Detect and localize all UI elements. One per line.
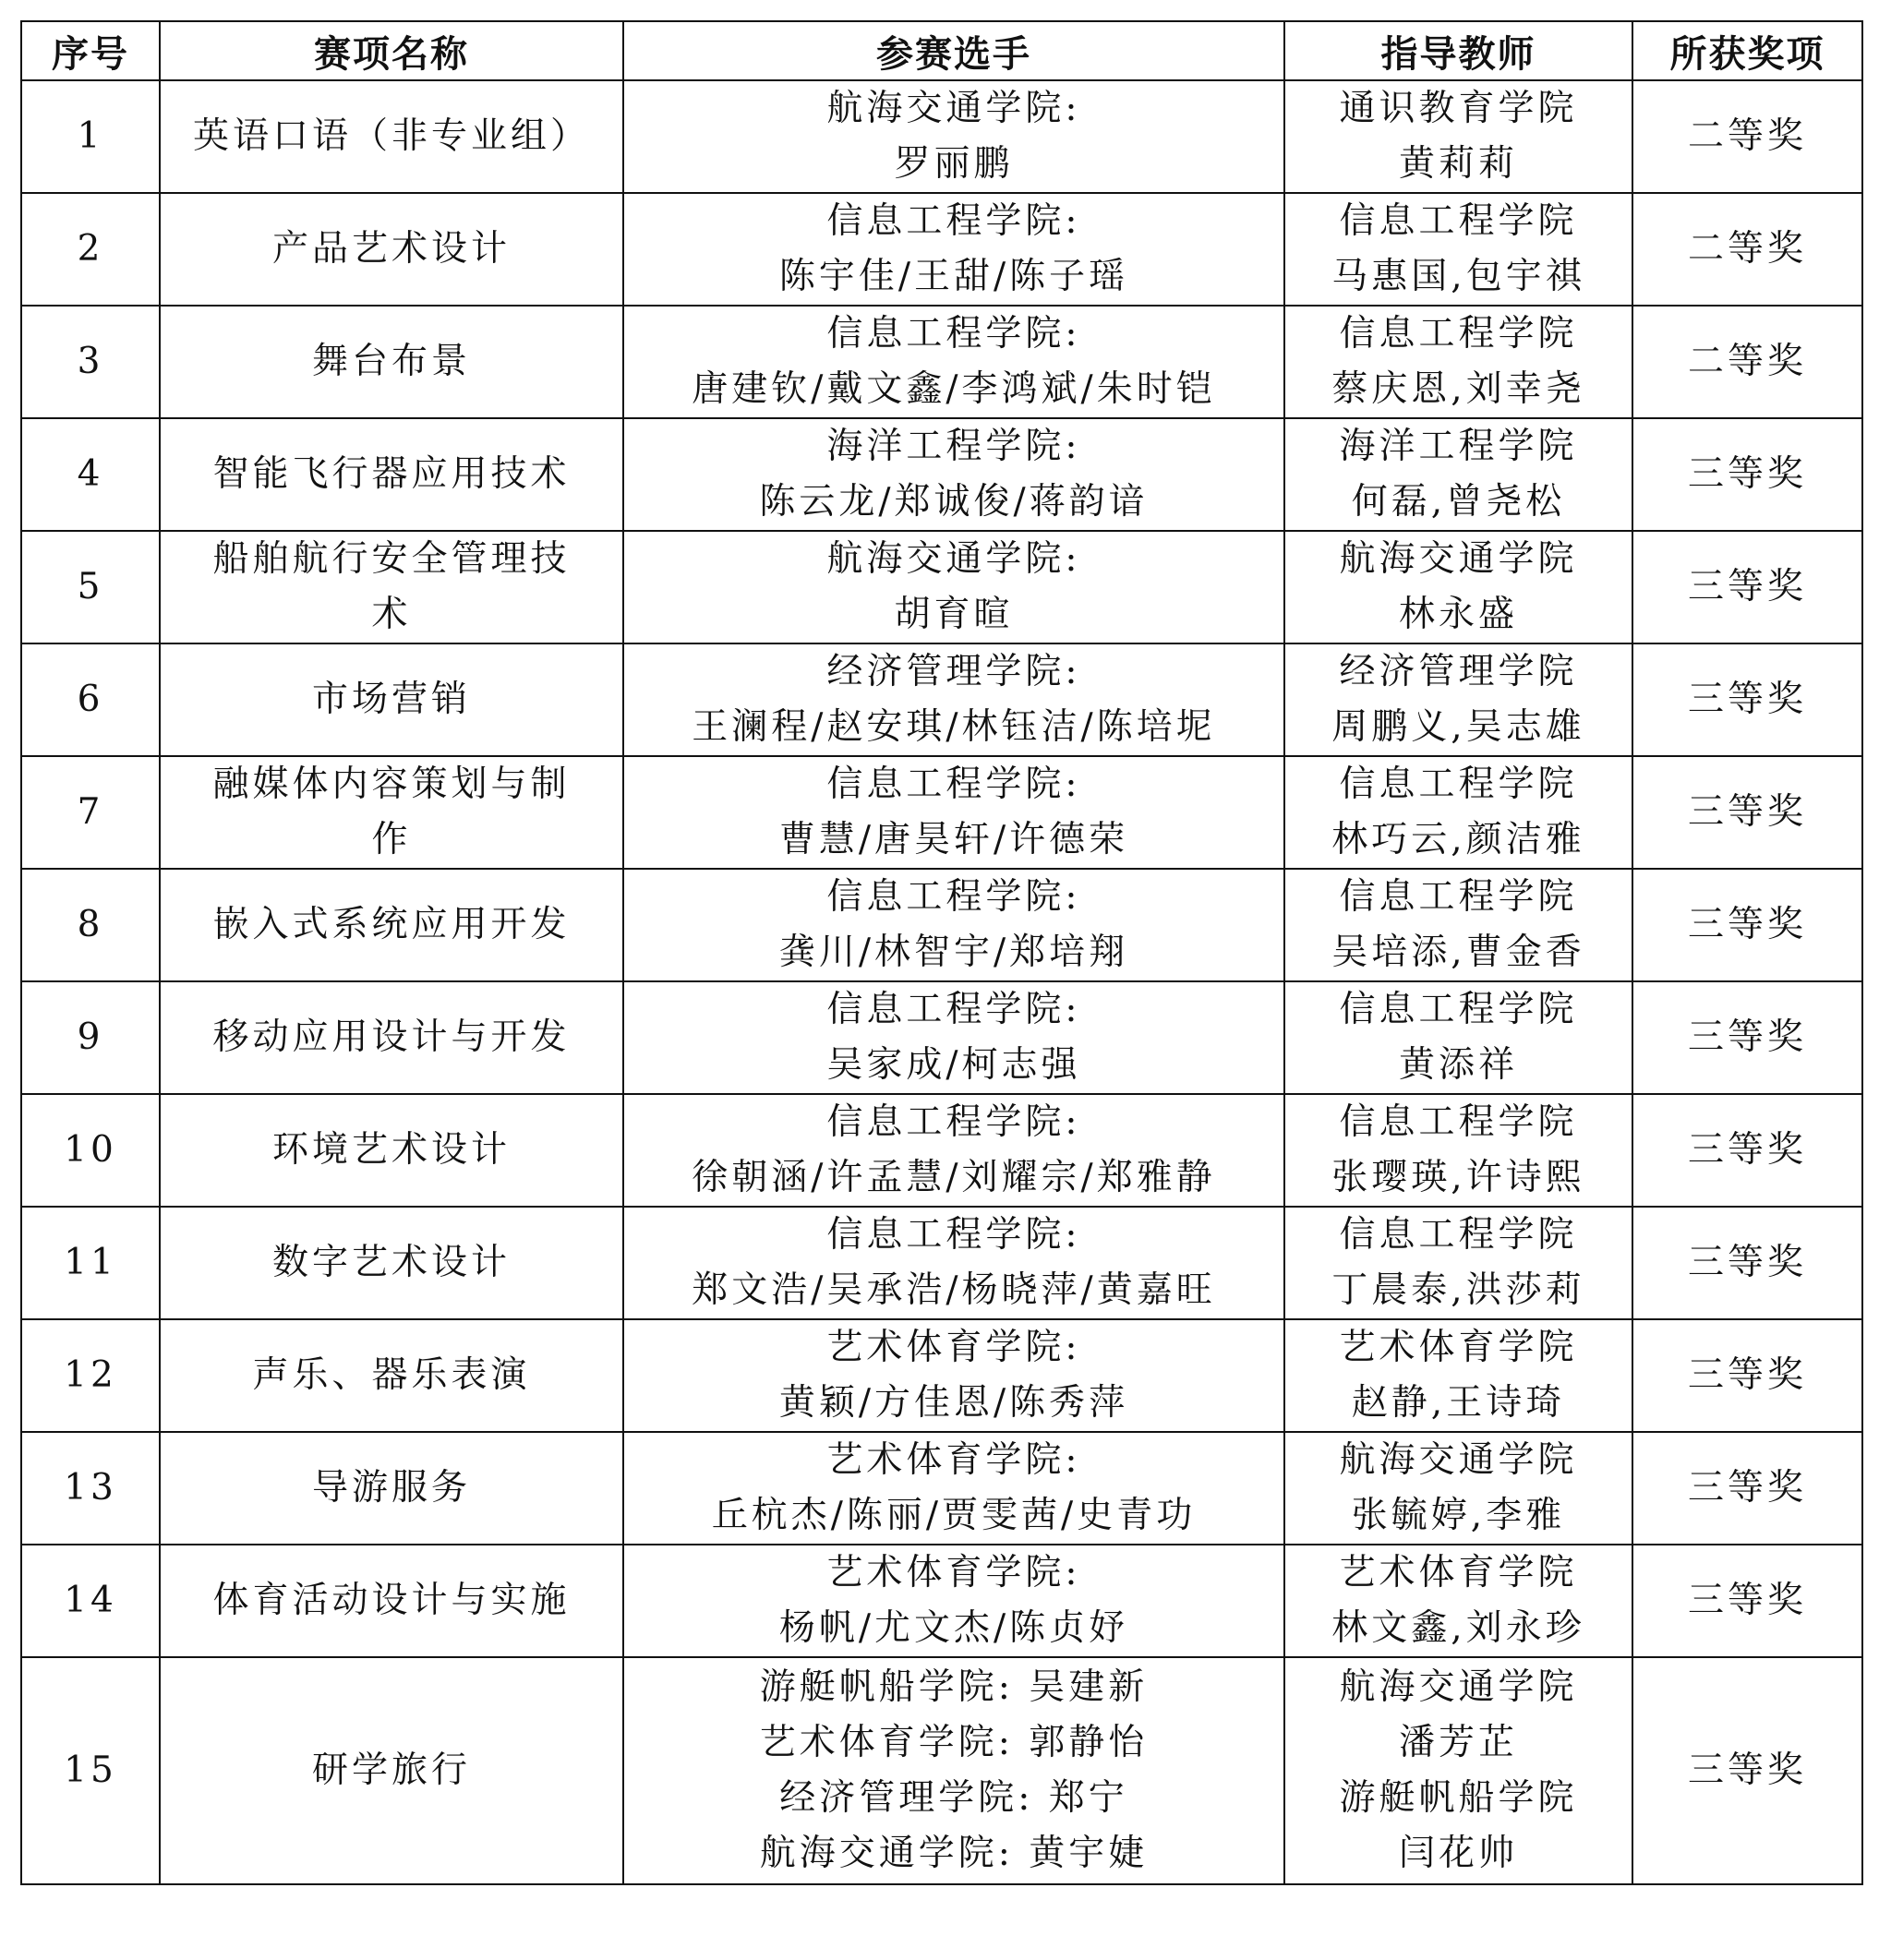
- advisor-line: 周鹏义,吴志雄: [1331, 706, 1585, 748]
- advisor-line: 航海交通学院: [1339, 1666, 1578, 1708]
- advisor-line: 黄添祥: [1398, 1044, 1518, 1086]
- event-name: [160, 643, 623, 756]
- advisor-line: 通识教育学院: [1339, 88, 1578, 129]
- header-advisors: 指导教师: [1284, 21, 1632, 80]
- advisors: [1284, 1432, 1632, 1545]
- contestant-line: 徐朝涵/许孟慧/刘耀宗/郑雅静: [692, 1157, 1216, 1198]
- award: 三等奖: [1632, 1207, 1862, 1319]
- event-name-line: 产品艺术设计: [271, 228, 511, 270]
- contestant-line: 吴家成/柯志强: [826, 1044, 1081, 1086]
- advisor-line: 张璎瑛,许诗熙: [1331, 1157, 1585, 1198]
- contestant-line: 航海交通学院:: [826, 88, 1081, 129]
- event-name-line: 术: [371, 594, 412, 635]
- event-name: [160, 1094, 623, 1207]
- contestant-line: 艺术体育学院: 郭静怡: [759, 1722, 1149, 1763]
- contestant-line: 曹慧/唐昊轩/许德荣: [778, 819, 1129, 860]
- contestants: [623, 1545, 1284, 1657]
- advisor-line: 丁晨泰,洪莎莉: [1331, 1269, 1585, 1311]
- award: 三等奖: [1632, 756, 1862, 869]
- advisor-line: 航海交通学院: [1339, 538, 1578, 580]
- table-row: [21, 1432, 1862, 1545]
- table-row: [21, 1657, 1862, 1884]
- table-row: [21, 418, 1862, 531]
- contestant-line: 郑文浩/吴承浩/杨晓萍/黄嘉旺: [692, 1269, 1216, 1311]
- advisor-line: 吴培添,曹金香: [1331, 932, 1585, 973]
- advisor-line: 张毓婷,李雅: [1351, 1495, 1566, 1536]
- contestants: [623, 1207, 1284, 1319]
- event-name: [160, 1657, 623, 1884]
- advisor-line: 艺术体育学院: [1339, 1327, 1578, 1368]
- award: 三等奖: [1632, 1432, 1862, 1545]
- contestant-line: 信息工程学院:: [826, 313, 1081, 355]
- event-name: [160, 531, 623, 643]
- advisor-line: 信息工程学院: [1339, 989, 1578, 1030]
- row-number: 7: [21, 756, 160, 869]
- award: 二等奖: [1632, 306, 1862, 418]
- header-award: 所获奖项: [1632, 21, 1862, 80]
- contestant-line: 丘杭杰/陈丽/贾雯茜/史青功: [711, 1495, 1197, 1536]
- row-number: 8: [21, 869, 160, 981]
- advisor-line: 信息工程学院: [1339, 200, 1578, 242]
- event-name-line: 智能飞行器应用技术: [212, 453, 571, 495]
- event-name-line: 声乐、器乐表演: [252, 1354, 531, 1396]
- event-name: [160, 1207, 623, 1319]
- table-row: [21, 1319, 1862, 1432]
- header-no: 序号: [21, 21, 160, 80]
- advisor-line: 林文鑫,刘永珍: [1331, 1607, 1585, 1649]
- row-number: 9: [21, 981, 160, 1094]
- row-number: 2: [21, 193, 160, 306]
- advisor-line: 潘芳芷: [1398, 1722, 1518, 1763]
- event-name-line: 研学旅行: [311, 1750, 471, 1791]
- advisors: [1284, 981, 1632, 1094]
- award: 二等奖: [1632, 193, 1862, 306]
- contestant-line: 唐建钦/戴文鑫/李鸿斌/朱时铠: [692, 368, 1216, 410]
- event-name-line: 船舶航行安全管理技: [212, 538, 571, 580]
- contestants: [623, 193, 1284, 306]
- event-name-line: 导游服务: [311, 1467, 471, 1509]
- advisors: [1284, 1094, 1632, 1207]
- event-name: [160, 306, 623, 418]
- advisors: [1284, 756, 1632, 869]
- contestant-line: 经济管理学院: 郑宁: [779, 1777, 1128, 1819]
- advisor-line: 信息工程学院: [1339, 876, 1578, 918]
- advisor-line: 蔡庆恩,刘幸尧: [1331, 368, 1585, 410]
- advisors: [1284, 193, 1632, 306]
- table-row: [21, 80, 1862, 193]
- header-event: 赛项名称: [160, 21, 623, 80]
- advisor-line: 信息工程学院: [1339, 1101, 1578, 1143]
- contestants: [623, 80, 1284, 193]
- contestant-line: 胡育暄: [894, 594, 1014, 635]
- contestant-line: 航海交通学院: 黄宇婕: [759, 1833, 1149, 1874]
- table-row: [21, 531, 1862, 643]
- row-number: 1: [21, 80, 160, 193]
- table-row: [21, 643, 1862, 756]
- advisors: [1284, 869, 1632, 981]
- contestants: [623, 981, 1284, 1094]
- event-name: [160, 756, 623, 869]
- table-row: [21, 1094, 1862, 1207]
- event-name: [160, 869, 623, 981]
- advisors: [1284, 531, 1632, 643]
- event-name-line: 移动应用设计与开发: [212, 1016, 571, 1058]
- event-name-line: 环境艺术设计: [271, 1129, 511, 1171]
- contestant-line: 罗丽鹏: [894, 143, 1014, 185]
- advisors: [1284, 1319, 1632, 1432]
- row-number: 13: [21, 1432, 160, 1545]
- advisor-line: 航海交通学院: [1339, 1439, 1578, 1481]
- advisors: [1284, 1207, 1632, 1319]
- award: 三等奖: [1632, 869, 1862, 981]
- award: 三等奖: [1632, 1657, 1862, 1884]
- advisor-line: 何磊,曾尧松: [1351, 481, 1566, 523]
- contestants: [623, 1432, 1284, 1545]
- table-row: [21, 981, 1862, 1094]
- advisors: [1284, 80, 1632, 193]
- contestants: [623, 869, 1284, 981]
- contestants: [623, 531, 1284, 643]
- award: 三等奖: [1632, 643, 1862, 756]
- event-name-line: 舞台布景: [311, 341, 471, 382]
- contestants: [623, 418, 1284, 531]
- event-name-line: 作: [371, 819, 412, 860]
- advisor-line: 赵静,王诗琦: [1351, 1382, 1566, 1424]
- event-name-line: 融媒体内容策划与制: [212, 764, 571, 805]
- event-name-line: 数字艺术设计: [271, 1242, 511, 1283]
- contestants: [623, 643, 1284, 756]
- row-number: 14: [21, 1545, 160, 1657]
- row-number: 15: [21, 1657, 160, 1884]
- event-name: [160, 1319, 623, 1432]
- contestant-line: 航海交通学院:: [826, 538, 1081, 580]
- table-row: [21, 1207, 1862, 1319]
- award: 三等奖: [1632, 1319, 1862, 1432]
- contestant-line: 信息工程学院:: [826, 1101, 1081, 1143]
- event-name-line: 市场营销: [311, 679, 471, 720]
- advisor-line: 经济管理学院: [1339, 651, 1578, 692]
- awards-table: [20, 20, 1863, 1885]
- advisors: [1284, 306, 1632, 418]
- advisor-line: 信息工程学院: [1339, 313, 1578, 355]
- header-contestants: 参赛选手: [623, 21, 1284, 80]
- contestants: [623, 306, 1284, 418]
- advisors: [1284, 1545, 1632, 1657]
- table-row: [21, 756, 1862, 869]
- row-number: 3: [21, 306, 160, 418]
- event-name: [160, 981, 623, 1094]
- event-name: [160, 1432, 623, 1545]
- award: 三等奖: [1632, 981, 1862, 1094]
- row-number: 5: [21, 531, 160, 643]
- award: 三等奖: [1632, 1094, 1862, 1207]
- contestant-line: 龚川/林智宇/郑培翔: [778, 932, 1129, 973]
- contestant-line: 信息工程学院:: [826, 1214, 1081, 1256]
- table-header: [21, 21, 1862, 80]
- event-name: [160, 80, 623, 193]
- advisor-line: 艺术体育学院: [1339, 1552, 1578, 1593]
- contestants: [623, 1319, 1284, 1432]
- table-row: [21, 193, 1862, 306]
- contestant-line: 艺术体育学院:: [826, 1552, 1081, 1593]
- advisor-line: 林永盛: [1398, 594, 1518, 635]
- advisor-line: 信息工程学院: [1339, 1214, 1578, 1256]
- contestant-line: 艺术体育学院:: [826, 1439, 1081, 1481]
- row-number: 12: [21, 1319, 160, 1432]
- table-row: [21, 1545, 1862, 1657]
- header-row: [21, 21, 1862, 80]
- advisors: [1284, 418, 1632, 531]
- row-number: 6: [21, 643, 160, 756]
- contestant-line: 陈宇佳/王甜/陈子瑶: [778, 256, 1129, 297]
- advisor-line: 信息工程学院: [1339, 764, 1578, 805]
- award: 二等奖: [1632, 80, 1862, 193]
- contestant-line: 信息工程学院:: [826, 200, 1081, 242]
- event-name-line: 嵌入式系统应用开发: [212, 904, 571, 945]
- contestant-line: 艺术体育学院:: [826, 1327, 1081, 1368]
- award: 三等奖: [1632, 531, 1862, 643]
- event-name-line: 体育活动设计与实施: [212, 1580, 571, 1621]
- contestants: [623, 1094, 1284, 1207]
- contestant-line: 陈云龙/郑诚俊/蒋韵谙: [759, 481, 1149, 523]
- table-row: [21, 869, 1862, 981]
- advisor-line: 闫花帅: [1398, 1833, 1518, 1874]
- advisor-line: 海洋工程学院: [1339, 426, 1578, 467]
- contestant-line: 海洋工程学院:: [826, 426, 1081, 467]
- event-name: [160, 418, 623, 531]
- row-number: 10: [21, 1094, 160, 1207]
- contestant-line: 黄颖/方佳恩/陈秀萍: [778, 1382, 1129, 1424]
- row-number: 4: [21, 418, 160, 531]
- contestant-line: 杨帆/尤文杰/陈贞妤: [778, 1607, 1129, 1649]
- contestant-line: 游艇帆船学院: 吴建新: [759, 1666, 1149, 1708]
- contestant-line: 王澜程/赵安琪/林钰洁/陈培坭: [692, 706, 1216, 748]
- award: 三等奖: [1632, 418, 1862, 531]
- advisors: [1284, 643, 1632, 756]
- advisor-line: 黄莉莉: [1398, 143, 1518, 185]
- award: 三等奖: [1632, 1545, 1862, 1657]
- contestant-line: 信息工程学院:: [826, 989, 1081, 1030]
- contestants: [623, 1657, 1284, 1884]
- advisor-line: 林巧云,颜洁雅: [1331, 819, 1585, 860]
- event-name-line: 英语口语（非专业组）: [192, 115, 590, 157]
- contestant-line: 信息工程学院:: [826, 876, 1081, 918]
- table-row: [21, 306, 1862, 418]
- contestants: [623, 756, 1284, 869]
- contestant-line: 经济管理学院:: [826, 651, 1081, 692]
- advisors: [1284, 1657, 1632, 1884]
- event-name: [160, 193, 623, 306]
- advisor-line: 游艇帆船学院: [1339, 1777, 1578, 1819]
- row-number: 11: [21, 1207, 160, 1319]
- table-body: [21, 80, 1862, 1884]
- advisor-line: 马惠国,包宇祺: [1331, 256, 1585, 297]
- event-name: [160, 1545, 623, 1657]
- contestant-line: 信息工程学院:: [826, 764, 1081, 805]
